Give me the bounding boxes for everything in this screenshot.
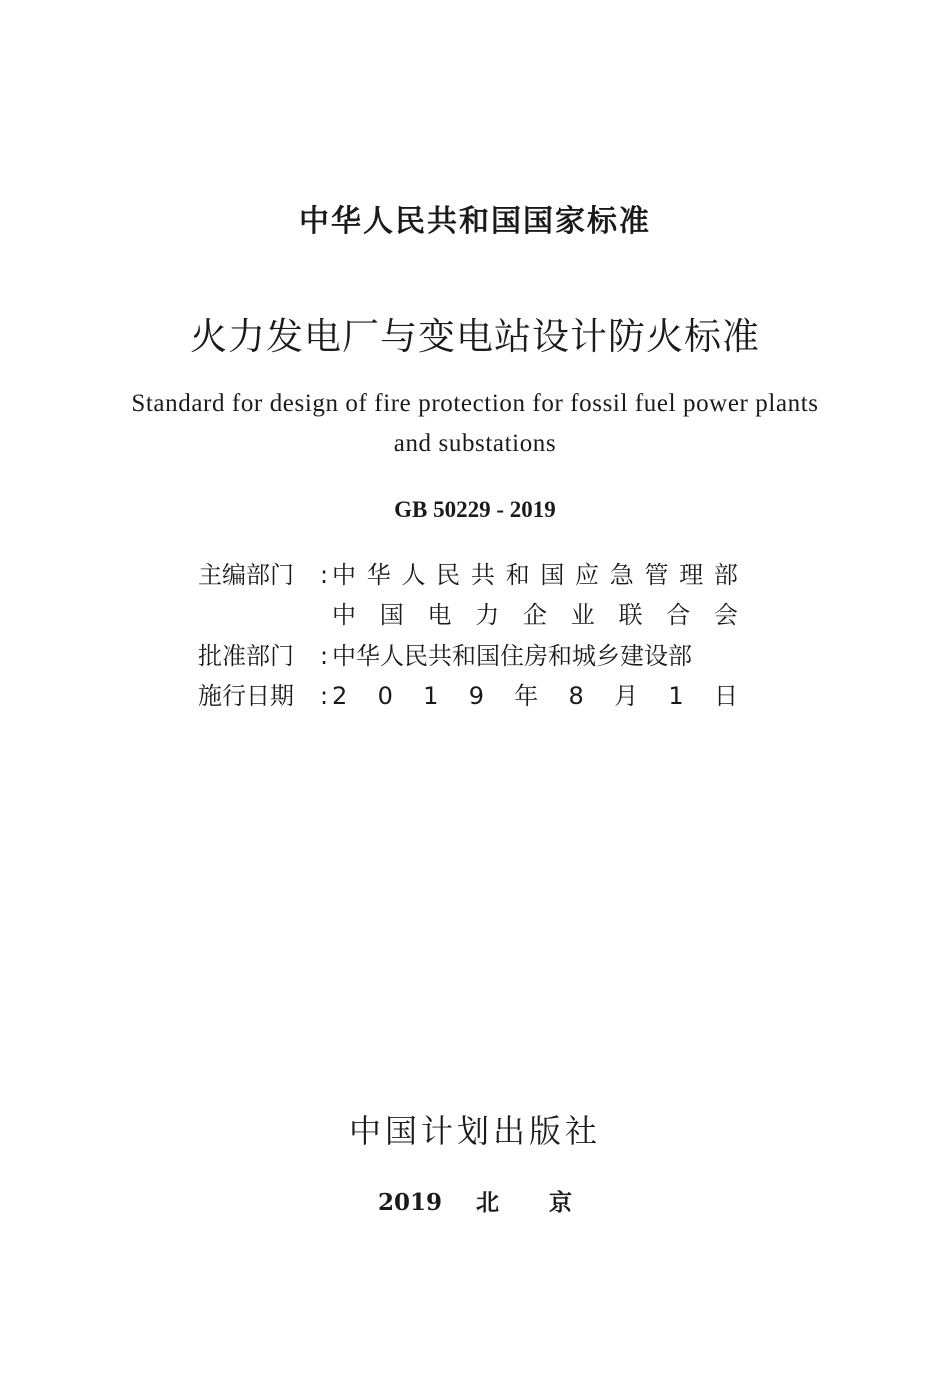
publication-city: 北京 bbox=[476, 1189, 623, 1216]
editor-2: 中 国 电 力 企 业 联 合 会 bbox=[332, 601, 738, 629]
editor-row-2 bbox=[198, 600, 738, 630]
colon-separator: : bbox=[320, 642, 329, 670]
document-title-en: Standard for design of fire protection for fossil fuel power plants and substations bbox=[131, 390, 819, 457]
approver: 中华人民共和国住房和城乡建设部 bbox=[332, 642, 692, 670]
effective-date-row bbox=[198, 681, 738, 711]
publication-info bbox=[0, 1184, 950, 1217]
approver-label: 批准部门 bbox=[198, 642, 294, 670]
colon-separator: : bbox=[320, 561, 329, 589]
approver-row bbox=[198, 641, 738, 671]
series-title: 中华人民共和国国家标准 bbox=[299, 204, 651, 239]
editor-1: 中 华 人 民 共 和 国 应 急 管 理 部 bbox=[332, 561, 738, 589]
publication-year: 2019 bbox=[377, 1189, 442, 1216]
effective-date: 2 0 1 9 年 8 月 1 日 bbox=[332, 682, 738, 710]
editor-label: 主编部门 bbox=[198, 561, 294, 589]
document-title-cn: 火力发电厂与变电站设计防火标准 bbox=[190, 315, 760, 358]
standard-code: GB 50229 - 2019 bbox=[394, 497, 556, 522]
effective-label: 施行日期 bbox=[198, 682, 294, 710]
publisher: 中国计划出版社 bbox=[348, 1112, 601, 1150]
editor-row bbox=[198, 560, 738, 590]
colon-separator: : bbox=[320, 682, 329, 710]
